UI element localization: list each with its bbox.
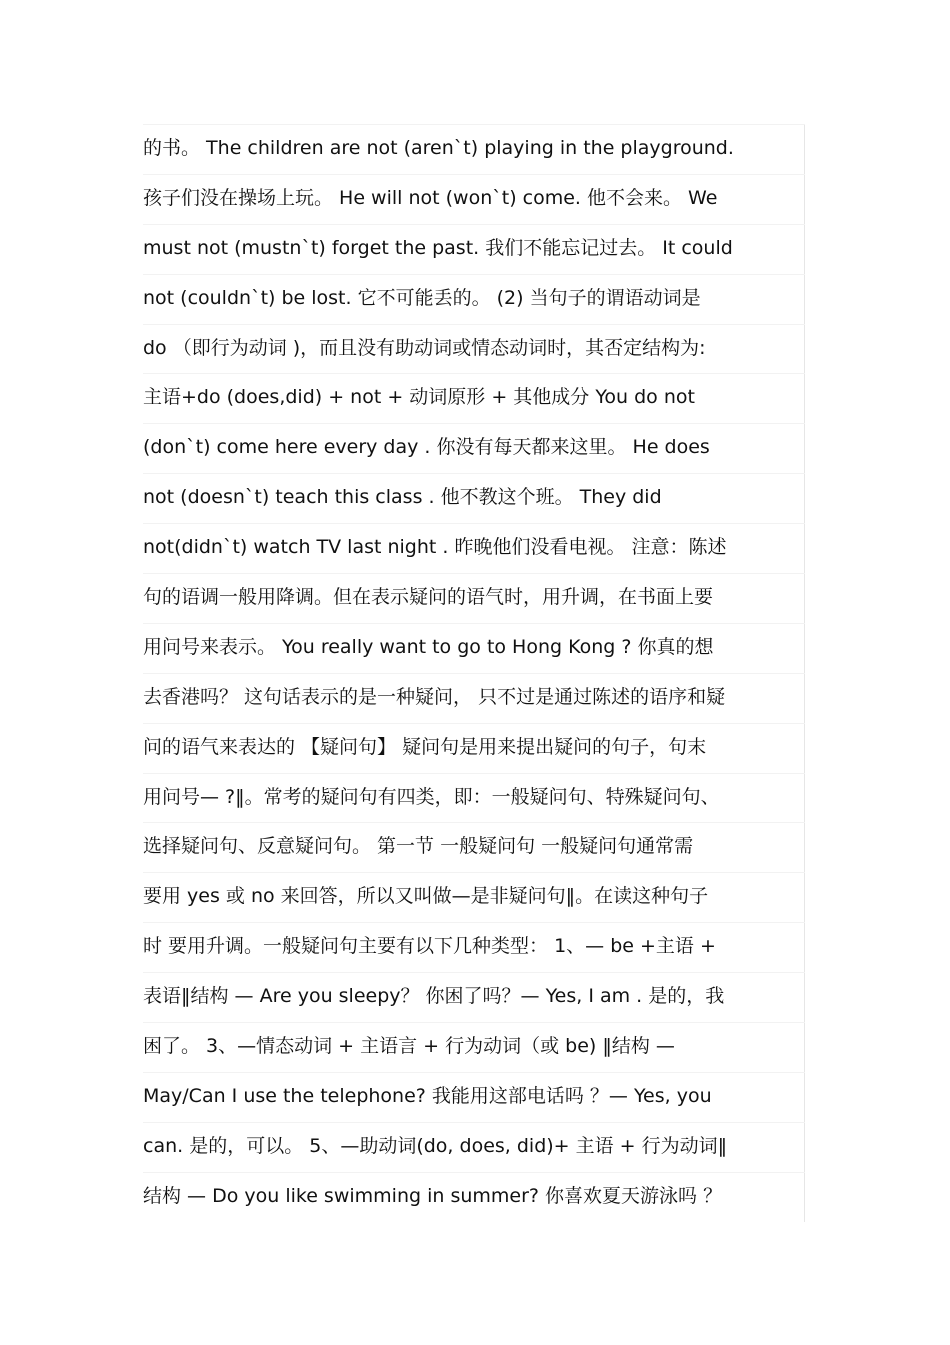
text-line-content: 问的语气来表达的 【疑问句】 疑问句是用来提出疑问的句子，句末 <box>143 735 707 758</box>
text-line <box>143 623 805 673</box>
text-line <box>143 124 805 174</box>
text-line-content: not (couldn`t) be lost. 它不可能丢的。 (2) 当句子的谓语动词是 <box>143 286 701 309</box>
text-line-content: 表语‖结构 — Are you sleepy？ 你困了吗？— Yes, I am . 是的，我 <box>143 985 725 1008</box>
text-line-content: 孩子们没在操场上玩。 He will not (won`t) come. 他不会来。 We <box>143 186 718 209</box>
text-line <box>143 1122 805 1172</box>
text-line <box>143 1022 805 1072</box>
text-line <box>143 573 805 623</box>
text-line-content: 用问号来表示。 You really want to go to Hong Kong ? 你真的想 <box>143 635 714 658</box>
text-line-content: not(didn`t) watch TV last night . 昨晚他们没看电视。 注意：陈述 <box>143 536 727 559</box>
text-line <box>143 324 805 374</box>
text-line-content: 句的语调一般用降调。但在表示疑问的语气时，用升调，在书面上要 <box>143 586 714 609</box>
text-line-content: not (doesn`t) teach this class . 他不教这个班。 They did <box>143 486 662 509</box>
text-line-content: 要用 yes 或 no 来回答，所以又叫做—是非疑问句‖。在读这种句子 <box>143 885 709 908</box>
text-line-content: May/Can I use the telephone? 我能用这部电话吗 ？— Yes, you <box>143 1084 712 1107</box>
text-line <box>143 523 805 573</box>
text-line-content: 困了。 3、—情态动词 + 主语言 + 行为动词（或 be) ‖结构 — <box>143 1035 675 1058</box>
text-line-content: must not (mustn`t) forget the past. 我们不能忘记过去。 It could <box>143 236 733 259</box>
text-line-content: 选择疑问句、反意疑问句。 第一节 一般疑问句 一般疑问句通常需 <box>143 835 694 858</box>
text-line-content: 用问号— ?‖。常考的疑问句有四类，即：一般疑问句、特殊疑问句、 <box>143 785 720 808</box>
text-line <box>143 822 805 872</box>
text-line-content: do （即行为动词 )，而且没有助动词或情态动词时，其否定结构为: <box>143 336 706 359</box>
text-line-content: can. 是的，可以。 5、—助动词(do, does, did)+ 主语 + 行为动词‖ <box>143 1134 728 1157</box>
text-line <box>143 1072 805 1122</box>
text-line-content: 去香港吗？ 这句话表示的是一种疑问， 只不过是通过陈述的语序和疑 <box>143 685 726 708</box>
text-line <box>143 274 805 324</box>
text-line <box>143 174 805 224</box>
text-line <box>143 922 805 972</box>
text-line <box>143 673 805 723</box>
text-line <box>143 723 805 773</box>
text-line <box>143 872 805 922</box>
text-block <box>143 124 805 1222</box>
text-line <box>143 473 805 523</box>
text-line-content: 时 要用升调。一般疑问句主要有以下几种类型： 1、— be +主语 + <box>143 935 716 958</box>
text-line <box>143 423 805 473</box>
text-line <box>143 1172 805 1222</box>
text-line-content: (don`t) come here every day . 你没有每天都来这里。 He does <box>143 436 710 459</box>
text-line-content: 主语+do (does,did) + not + 动词原形 + 其他成分 You do not <box>143 386 695 409</box>
text-line-content: 结构 — Do you like swimming in summer? 你喜欢夏天游泳吗 ？ <box>143 1184 723 1207</box>
text-line <box>143 773 805 823</box>
text-line <box>143 373 805 423</box>
text-line <box>143 972 805 1022</box>
text-line-content: 的书。 The children are not (aren`t) playing in the playground. <box>143 137 734 159</box>
text-line <box>143 224 805 274</box>
